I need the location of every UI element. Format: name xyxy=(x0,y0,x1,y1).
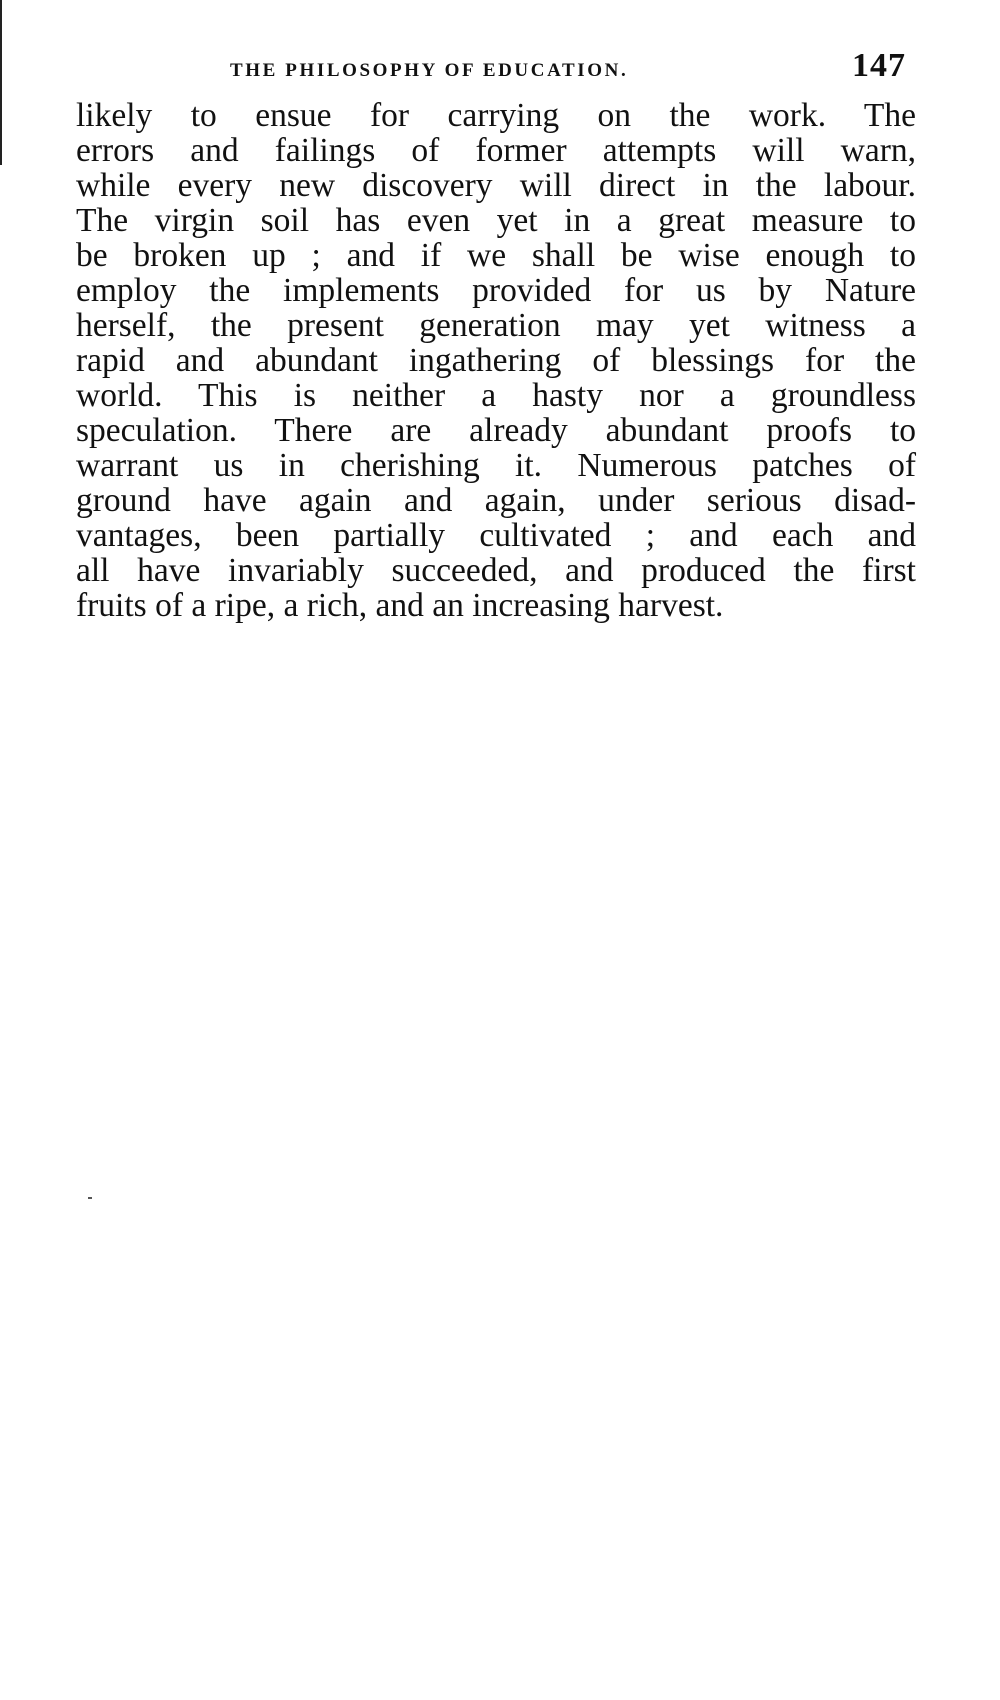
body-paragraph xyxy=(76,98,916,623)
text-line: employ the implements provided for us by Nature xyxy=(76,272,916,309)
text-line: all have invariably succeeded, and produced the first xyxy=(76,552,916,589)
text-line: world. This is neither a hasty nor a groundless xyxy=(76,377,916,414)
text-line: errors and failings of former attempts will warn, xyxy=(76,132,916,169)
text-line: be broken up ; and if we shall be wise enough to xyxy=(76,237,916,274)
page-edge-rule xyxy=(0,0,2,165)
text-line: ground have again and again, under serious disad- xyxy=(76,482,916,519)
running-title: THE PHILOSOPHY OF EDUCATION. xyxy=(230,60,629,81)
text-line: speculation. There are already abundant proofs to xyxy=(76,412,916,449)
text-line: vantages, been partially cultivated ; and each and xyxy=(76,517,916,554)
text-line: likely to ensue for carrying on the work. The xyxy=(76,97,916,134)
text-line: rapid and abundant ingathering of blessings for the xyxy=(76,342,916,379)
text-line: while every new discovery will direct in the labour. xyxy=(76,167,916,204)
page-number: 147 xyxy=(852,47,906,84)
text-line: warrant us in cherishing it. Numerous patches of xyxy=(76,447,916,484)
text-line: The virgin soil has even yet in a great measure to xyxy=(76,202,916,239)
text-line: herself, the present generation may yet witness a xyxy=(76,307,916,344)
ink-speck xyxy=(88,1197,92,1199)
text-line: fruits of a ripe, a rich, and an increasing harvest. xyxy=(76,587,724,624)
